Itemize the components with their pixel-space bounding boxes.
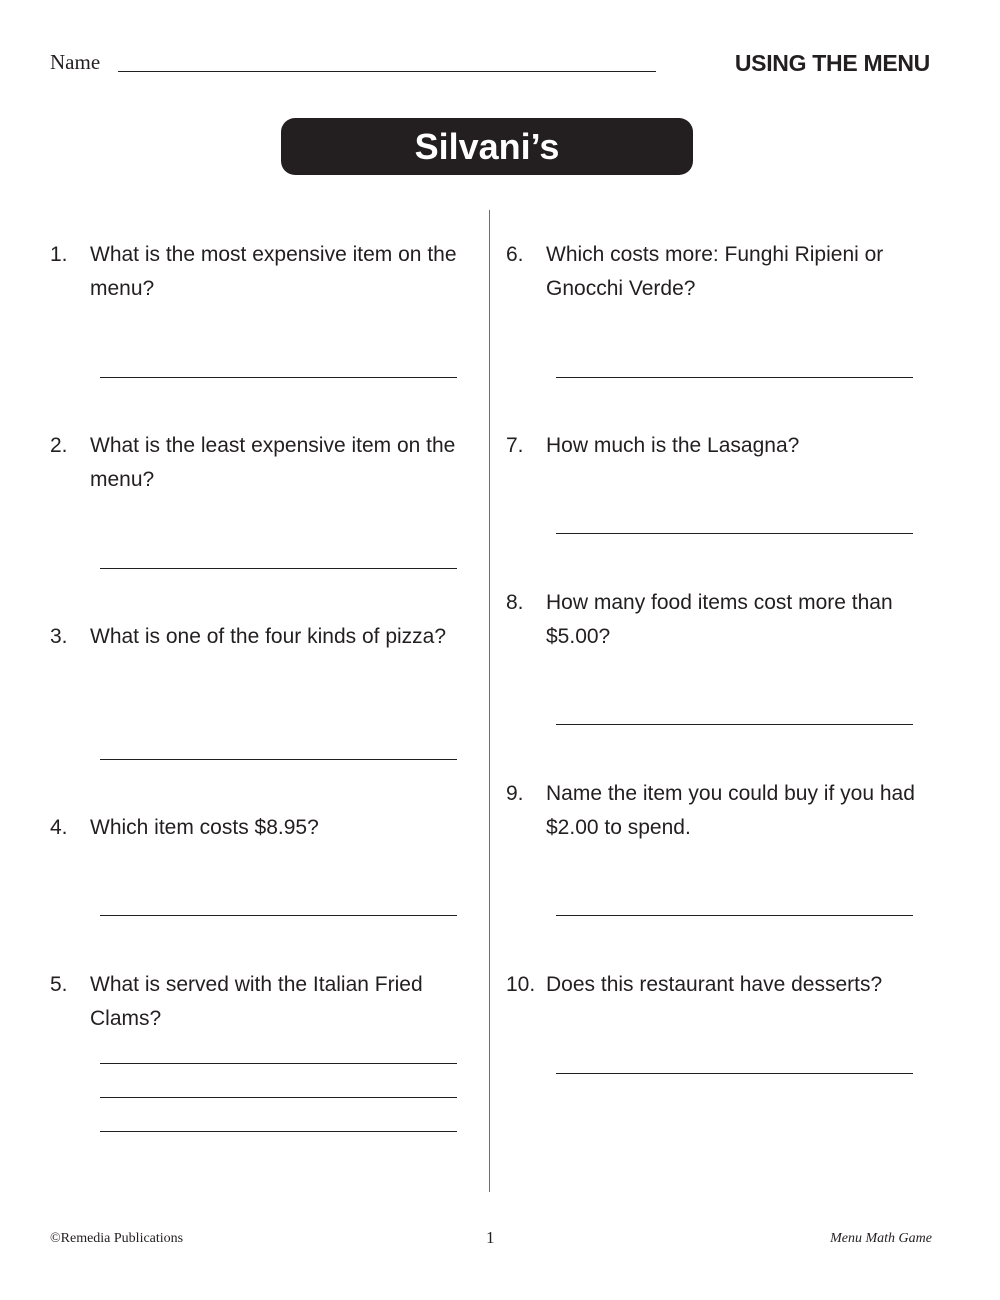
- answer-line-9[interactable]: [556, 915, 913, 916]
- question-text: How many food items cost more than $5.00?: [546, 591, 893, 648]
- question-text: Which costs more: Funghi Ripieni or Gnocchi Verde?: [546, 243, 884, 300]
- answer-line-5a[interactable]: [100, 1063, 457, 1064]
- section-title: USING THE MENU: [734, 50, 930, 76]
- footer-page-number: 1: [486, 1228, 495, 1247]
- question-number: 4.: [50, 816, 68, 839]
- answer-line-7[interactable]: [556, 533, 913, 534]
- question-text: What is the most expensive item on the menu?: [90, 243, 457, 300]
- question-number: 10.: [506, 973, 536, 996]
- question-number: 1.: [50, 243, 68, 266]
- answer-line-4[interactable]: [100, 915, 457, 916]
- question-number: 7.: [506, 434, 524, 457]
- answer-line-5c[interactable]: [100, 1131, 457, 1132]
- column-divider: [489, 210, 490, 1192]
- answer-line-3[interactable]: [100, 759, 457, 760]
- question-text: How much is the Lasagna?: [546, 434, 800, 457]
- answer-line-10[interactable]: [556, 1073, 913, 1074]
- answer-line-2[interactable]: [100, 568, 457, 569]
- question-number: 8.: [506, 591, 524, 614]
- question-text: Name the item you could buy if you had $2.00 to spend.: [546, 782, 915, 839]
- answer-line-1[interactable]: [100, 377, 457, 378]
- answer-line-8[interactable]: [556, 724, 913, 725]
- question-number: 9.: [506, 782, 524, 805]
- question-text: Which item costs $8.95?: [90, 816, 319, 839]
- answer-line-5b[interactable]: [100, 1097, 457, 1098]
- footer-book-title: Menu Math Game: [830, 1231, 932, 1246]
- question-number: 5.: [50, 973, 68, 996]
- question-text: What is the least expensive item on the menu?: [90, 434, 456, 491]
- question-number: 2.: [50, 434, 68, 457]
- footer-publisher: ©Remedia Publications: [50, 1231, 184, 1246]
- name-line[interactable]: [118, 71, 656, 72]
- question-number: 3.: [50, 625, 68, 648]
- question-text: What is served with the Italian Fried Clams?: [90, 973, 423, 1030]
- question-number: 6.: [506, 243, 524, 266]
- question-text: What is one of the four kinds of pizza?: [90, 625, 447, 648]
- answer-line-6[interactable]: [556, 377, 913, 378]
- title-banner: Silvani’s: [281, 118, 693, 175]
- name-label: Name: [50, 50, 101, 74]
- question-text: Does this restaurant have desserts?: [546, 973, 883, 996]
